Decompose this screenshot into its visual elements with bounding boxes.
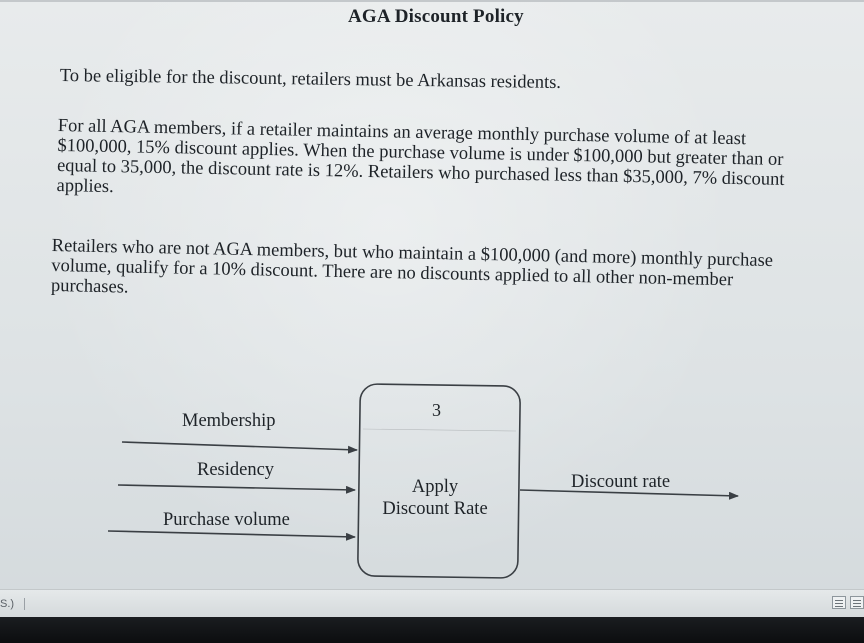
data-flow-diagram: [0, 370, 864, 590]
process-name: [368, 476, 502, 520]
status-bar: [0, 589, 864, 618]
process-divider: [363, 429, 516, 431]
process-name-line-2: Discount Rate: [382, 499, 488, 519]
purchase-volume-flow-arrow: [108, 531, 355, 537]
view-buttons: [832, 596, 864, 609]
paragraph-non-member-discounts: Retailers who are not AGA members, but who maintain a $100,000 (and more) monthly purchase volume, qualify for a 10% discount. There are no discounts applied to all other non-member purchases.: [50, 236, 774, 298]
full-screen-reading-view-icon[interactable]: [850, 596, 864, 609]
paragraph-member-discounts: For all AGA members, if a retailer maintains an average monthly purchase volume of at least $100,000, 15% discount applies. When the purchase volume is under $100,000 but greater than or equal to 35,000, the discount rate is 12%. Retailers who purchased less than $35,000, 7% discount applies.: [56, 116, 785, 198]
status-bar-text: S.): [0, 598, 25, 610]
monitor-bezel: [0, 617, 864, 643]
process-name-line-1: Apply: [411, 477, 459, 497]
document-title: AGA Discount Policy: [348, 6, 524, 27]
print-layout-view-icon[interactable]: [832, 596, 846, 609]
residency-label: Residency: [197, 460, 275, 480]
membership-flow-arrow: [122, 442, 357, 450]
membership-label: Membership: [182, 411, 276, 431]
purchase-volume-label: Purchase volume: [163, 510, 290, 530]
page-top-border: [0, 0, 864, 2]
process-number: 3: [432, 400, 441, 420]
discount-rate-label: Discount rate: [571, 472, 671, 492]
residency-flow-arrow: [118, 485, 355, 490]
paragraph-eligibility: To be eligible for the discount, retailers must be Arkansas residents.: [59, 66, 562, 93]
